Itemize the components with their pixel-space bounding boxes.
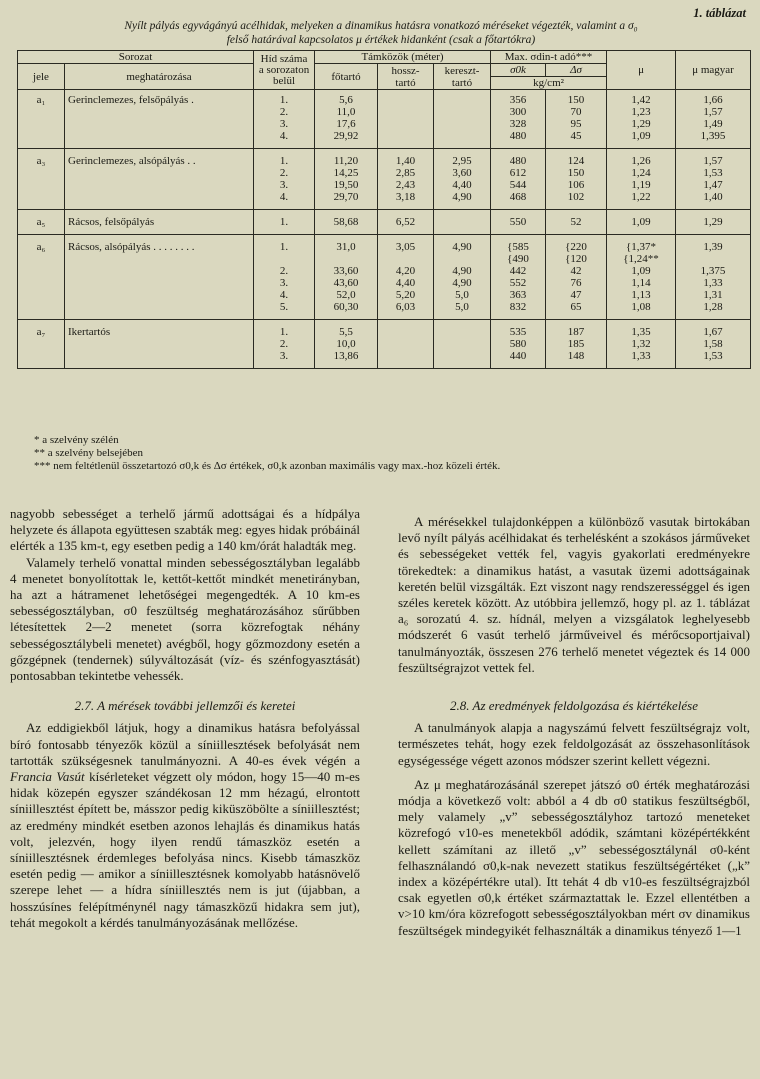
cell-kereszt: [434, 320, 491, 369]
cell-value: [437, 106, 487, 118]
cell-value: [437, 326, 487, 338]
cell-value: 124: [567, 155, 585, 167]
series-code: a₃: [18, 149, 65, 210]
cell-value: [381, 106, 430, 118]
cell-value: 1,57: [703, 155, 723, 167]
cell-value: [257, 253, 311, 265]
cell-value: 1,09: [631, 216, 651, 228]
cell-value: 1,58: [703, 338, 723, 350]
cell-value: 300: [509, 106, 527, 118]
cell-value: 468: [509, 191, 527, 203]
cell-value: 2.: [279, 106, 289, 118]
cell-mu: [607, 90, 676, 149]
cell-value: 19,50: [333, 179, 359, 191]
cell-value: 14,25: [333, 167, 359, 179]
table-notes: [34, 434, 500, 473]
cell-hossz: [378, 149, 434, 210]
cell-value: 4,40: [452, 179, 472, 191]
cell-value: 5.: [279, 301, 289, 313]
cell-value: 70: [570, 106, 582, 118]
section-heading-2-7: 2.7. A mérések további jellemzői és keretei: [74, 698, 296, 714]
cell-value: 76: [570, 277, 582, 289]
cell-mu: [607, 210, 676, 235]
cell-delta: [546, 210, 607, 235]
cell-value: 1,39: [703, 241, 723, 253]
cell-value: 3,05: [395, 241, 416, 253]
cell-mu: [607, 149, 676, 210]
cell-value: 95: [570, 118, 582, 130]
note-1: * a szelvény szélén: [34, 434, 119, 446]
left-paragraph-1: nagyobb sebességet a terhelő jármű adottságai és a hídpálya helyzete és állapota együttesen szabták meg: egyes hidak próbáinál elérték a 135 km-t, egy esetben pedig a 140 km/órát haladták meg.: [10, 506, 360, 554]
cell-value: [381, 338, 430, 350]
cell-value: 1,19: [631, 179, 651, 191]
cell-value: 5,0: [455, 301, 469, 313]
cell-value: 4.: [279, 130, 289, 142]
cell-value: 106: [567, 179, 585, 191]
cell-fotarto: [315, 149, 378, 210]
cell-value: 4.: [279, 191, 289, 203]
cell-value: 3.: [279, 179, 289, 191]
series-code: a₅: [18, 210, 65, 235]
header-meghatarozasa: meghatározása: [65, 64, 254, 90]
cell-value: 1,47: [703, 179, 723, 191]
note-2: ** a szelvény belsejében: [34, 447, 144, 459]
cell-value: 442: [509, 265, 527, 277]
cell-value: 356: [509, 94, 527, 106]
table-caption: Nyílt pályás egyvágányú acélhidak, melyeken a dinamikus hatásra vonatkozó méréseket végezték, valamint a σ₀ felső határával kapcsolatos μ értékek hidanként (csak a főtartókra): [124, 20, 638, 46]
cell-value: 5,6: [339, 94, 353, 106]
cell-value: {220: [565, 241, 587, 253]
right-column: [398, 506, 750, 939]
cell-value: 45: [570, 130, 582, 142]
right-paragraph-1: A mérésekkel tulajdonképpen a különböző vasutak birtokában levő nyílt pályás acélhidakat és terhelésként a szokásos járműveket és sebességeket vették fel, vagyis gyakorlati eredményekre törekedtek: a dinamikus hatást, a vasutak üzemi adottságainak keretén belül vizsgálták. Ezt viszont nagy rendszerességgel és igen széles keretek között. Az utóbbira jellemző, hogy pl. az 1. táblázat a₆ sorozatú 4. sz. hídnál, melyen a vizsgálatok leghelyesebb módszerét 6 vasút terhelő járműveivel és mérőcsoportjaival) tanulmányozták, összesen 276 terhelő menetet végeztek és 14 000 feszültségrajzot vettek fel.: [398, 514, 750, 675]
cell-hid: [254, 235, 315, 320]
cell-value: [381, 253, 430, 265]
right-paragraph-3: Az μ meghatározásánál szerepet játszó σ0 érték meghatározási módja a következő volt: abból a 4 db σ0 statikus feszültségből, mely valamely „v” sebességosztályhoz tartozó meneteket közrefogó v10-es menetekből adódik, számtani középértékként kellett számítani az illető „v” sebességosztálynál σ0-ként felhasználandó σ0,k-nak nevezett statikus feszültségértéket („k” index a középértékre utal). Itt tehát 4 db v10-es feszültségrajzból csak egyetlen σ0,k értéket származtattak le. Ezzel ellentétben a v>10 km/óra közrefogott sebességosztályokban mért σv dinamikus feszültségek mindegyikét felhasználták a dinamikus tényező 1—1: [398, 776, 750, 938]
cell-fotarto: [315, 235, 378, 320]
table-row: [18, 210, 751, 235]
cell-value: 480: [509, 155, 527, 167]
cell-value: 1,49: [703, 118, 723, 130]
cell-value: 4,90: [452, 191, 472, 203]
cell-hid: [254, 320, 315, 369]
cell-value: 1,14: [631, 277, 651, 289]
series-description: Gerinclemezes, felsőpályás .: [65, 90, 254, 149]
header-max: Max. σdin-t adó***: [491, 51, 607, 64]
cell-value: 2.: [279, 338, 289, 350]
cell-sigma: [491, 320, 546, 369]
table-row: [18, 320, 751, 369]
header-hosszt: hossz- tartó: [378, 64, 434, 90]
cell-value: 1,08: [631, 301, 651, 313]
cell-value: 4,40: [395, 277, 416, 289]
cell-value: 5,20: [395, 289, 416, 301]
cell-value: 1.: [279, 241, 289, 253]
header-unit: kg/cm²: [491, 77, 607, 90]
section-heading-2-8: 2.8. Az eredmények feldolgozása és kiértékelése: [450, 698, 698, 714]
cell-value: 42: [570, 265, 582, 277]
cell-kereszt: [434, 90, 491, 149]
cell-hid: [254, 149, 315, 210]
cell-magyar: [676, 210, 751, 235]
cell-value: 3,18: [395, 191, 416, 203]
cell-value: {1,37*: [626, 241, 657, 253]
cell-value: 1,57: [703, 106, 723, 118]
cell-value: [437, 338, 487, 350]
cell-value: 1,40: [703, 191, 723, 203]
cell-value: [381, 118, 430, 130]
series-code: a₇: [18, 320, 65, 369]
header-tamkozok: Támközök (méter): [315, 51, 491, 64]
cell-value: [381, 130, 430, 142]
cell-value: 11,20: [333, 155, 359, 167]
cell-hossz: [378, 90, 434, 149]
data-table: [17, 50, 751, 369]
series-description: Rácsos, alsópályás . . . . . . . .: [65, 235, 254, 320]
header-delta: Δσ: [546, 64, 607, 77]
cell-kereszt: [434, 149, 491, 210]
cell-value: 150: [567, 94, 585, 106]
cell-value: [318, 253, 374, 265]
left-paragraph-2: Valamely terhelő vonattal minden sebességosztályban legalább 4 menetet bonyolítottak le, kettőt-kettőt mindkét menetirányban, ha azt a hátramenet lehetőségei megengedték. A 10 km-es sebességosztályban, σ0 feszültség meghatározásához sűrűbben létesítettek 2—2 menetet (sorra közrefogtak néhány sebességosztálybeli menetet) avégből, hogy gőzmozdony esetén a gőzgépnek (tendernek) súlyváltozását (víz- és szénfogyasztását) pontosabban tekintetbe vehessék.: [10, 554, 360, 684]
cell-value: 550: [509, 216, 527, 228]
table-number: 1. táblázat: [693, 6, 746, 20]
cell-value: 58,68: [333, 216, 359, 228]
cell-hossz: [378, 210, 434, 235]
header-sigma: σ0k: [491, 64, 546, 77]
series-code: a₁: [18, 90, 65, 149]
cell-value: 2,43: [395, 179, 416, 191]
cell-value: 102: [567, 191, 585, 203]
table-row: [18, 149, 751, 210]
cell-delta: [546, 235, 607, 320]
cell-value: 150: [567, 167, 585, 179]
cell-value: 612: [509, 167, 527, 179]
cell-fotarto: [315, 90, 378, 149]
cell-value: 440: [509, 350, 527, 362]
cell-value: 3.: [279, 118, 289, 130]
cell-value: 187: [567, 326, 585, 338]
cell-value: [381, 326, 430, 338]
cell-value: 1.: [279, 155, 289, 167]
cell-value: 31,0: [336, 241, 356, 253]
cell-value: 544: [509, 179, 527, 191]
cell-value: {490: [507, 253, 529, 265]
left-paragraph-3: Az eddigiekből látjuk, hogy a dinamikus hatásra befolyással bíró fontosabb tényezők közül a síniillesztések befolyását nem tartották szükségesnek tanulmányozni. A 40-es évek végén a Francia Vasút kísérleteket végzett oly módon, hogy 15—40 m-es hidak közepén egyszer szándékosan 12 mm hézagú, elrontott síniillesztést épített be, másszor pedig kiküszöbölte a síniillesztést; az eredmény mindkét esetben azonos lehajlás és dinamikus hatás volt, jelezvén, hogy ilyen rendű támaszköz esetén a síniillesztésnek érdemleges befolyása nincs. Kisebb támaszköz esetén pedig — amikor a síniillesztésnek komolyabb hatásnövelő szerepe lehet — a hídra síniillesztés nem is jut (újabban, a hosszúsínes felépítménynél nagy támaszközű hidakra sem jut), tehát megokolt a kérdés tanulmányozásának mellőzése.: [10, 720, 360, 930]
header-fotarto: főtartó: [315, 64, 378, 90]
cell-value: 1,32: [631, 338, 651, 350]
series-description: Ikertartós: [65, 320, 254, 369]
cell-value: 552: [509, 277, 527, 289]
cell-magyar: [676, 320, 751, 369]
cell-value: 1,33: [703, 277, 723, 289]
left-column: [10, 506, 360, 931]
cell-magyar: [676, 235, 751, 320]
cell-value: {585: [507, 241, 529, 253]
cell-value: 4,20: [395, 265, 416, 277]
cell-hossz: [378, 320, 434, 369]
cell-value: 52: [570, 216, 582, 228]
cell-value: 4,90: [452, 265, 472, 277]
cell-value: 2.: [279, 167, 289, 179]
cell-fotarto: [315, 210, 378, 235]
cell-value: 11,0: [336, 106, 356, 118]
cell-value: 29,92: [333, 130, 359, 142]
cell-value: 4,90: [452, 241, 472, 253]
cell-value: 1,23: [631, 106, 651, 118]
cell-hid: [254, 90, 315, 149]
cell-value: 13,86: [333, 350, 359, 362]
right-paragraph-2: A tanulmányok alapja a nagyszámú felvett feszültségrajz volt, természetes tehát, hogy ezek feldolgozását az összehasonlítások egységessége végett azonos módszer szerint kellett végezni.: [398, 720, 750, 768]
header-sorozat: Sorozat: [18, 51, 254, 64]
cell-value: 5,5: [339, 326, 353, 338]
cell-value: 1,29: [631, 118, 651, 130]
cell-value: 2,85: [395, 167, 416, 179]
cell-value: 1,53: [703, 167, 723, 179]
cell-sigma: [491, 210, 546, 235]
table-body: [18, 90, 751, 369]
cell-value: 60,30: [333, 301, 359, 313]
series-description: Gerinclemezes, alsópályás . .: [65, 149, 254, 210]
table-row: [18, 235, 751, 320]
cell-value: {1,24**: [623, 253, 659, 265]
cell-value: 580: [509, 338, 527, 350]
cell-value: [437, 94, 487, 106]
cell-value: 2,95: [452, 155, 472, 167]
cell-magyar: [676, 90, 751, 149]
cell-value: [437, 350, 487, 362]
cell-value: 17,6: [336, 118, 356, 130]
cell-value: 5,0: [455, 289, 469, 301]
cell-value: 6,52: [395, 216, 416, 228]
cell-delta: [546, 90, 607, 149]
cell-value: 1,28: [703, 301, 723, 313]
cell-value: 1,40: [395, 155, 416, 167]
cell-value: 1,42: [631, 94, 651, 106]
cell-value: 10,0: [336, 338, 356, 350]
cell-value: 1.: [279, 94, 289, 106]
cell-value: 1,13: [631, 289, 651, 301]
cell-value: [381, 350, 430, 362]
cell-value: 6,03: [395, 301, 416, 313]
cell-value: 1,35: [631, 326, 651, 338]
cell-value: 3.: [279, 350, 289, 362]
cell-value: 148: [567, 350, 585, 362]
cell-value: 1,395: [700, 130, 726, 142]
cell-value: 1,375: [700, 265, 726, 277]
cell-hossz: [378, 235, 434, 320]
cell-mu: [607, 235, 676, 320]
cell-kereszt: [434, 210, 491, 235]
cell-value: 1,53: [703, 350, 723, 362]
cell-value: 1,09: [631, 265, 651, 277]
cell-value: 328: [509, 118, 527, 130]
cell-delta: [546, 149, 607, 210]
cell-value: 535: [509, 326, 527, 338]
cell-value: 1.: [279, 216, 289, 228]
header-keresztt: kereszt- tartó: [434, 64, 491, 90]
cell-magyar: [676, 149, 751, 210]
cell-sigma: [491, 90, 546, 149]
cell-value: 1.: [279, 326, 289, 338]
header-jele: jele: [18, 64, 65, 90]
cell-value: 480: [509, 130, 527, 142]
cell-value: [437, 216, 487, 228]
cell-value: {120: [565, 253, 587, 265]
cell-sigma: [491, 235, 546, 320]
cell-value: [437, 130, 487, 142]
table-row: [18, 90, 751, 149]
cell-value: 185: [567, 338, 585, 350]
cell-value: 1,33: [631, 350, 651, 362]
cell-value: 363: [509, 289, 527, 301]
header-mu-magyar: μ magyar: [676, 51, 751, 90]
cell-value: 1,09: [631, 130, 651, 142]
cell-value: 3.: [279, 277, 289, 289]
cell-value: 1,31: [703, 289, 723, 301]
cell-value: 1,67: [703, 326, 723, 338]
cell-value: [679, 253, 747, 265]
header-mu: μ: [607, 51, 676, 90]
cell-value: 47: [570, 289, 582, 301]
cell-mu: [607, 320, 676, 369]
cell-kereszt: [434, 235, 491, 320]
cell-value: [437, 253, 487, 265]
cell-value: 1,66: [703, 94, 723, 106]
cell-value: 2.: [279, 265, 289, 277]
cell-fotarto: [315, 320, 378, 369]
note-3: *** nem feltétlenül összetartozó σ0,k és Δσ értékek, σ0,k azonban maximális vagy max.-hoz közeli érték.: [34, 460, 501, 472]
cell-value: 52,0: [336, 289, 356, 301]
series-code: a₆: [18, 235, 65, 320]
cell-value: 4.: [279, 289, 289, 301]
cell-hid: [254, 210, 315, 235]
cell-value: 43,60: [333, 277, 359, 289]
cell-delta: [546, 320, 607, 369]
cell-value: 1,24: [631, 167, 651, 179]
cell-value: 65: [570, 301, 582, 313]
cell-value: 832: [509, 301, 527, 313]
cell-value: 29,70: [333, 191, 359, 203]
cell-value: [437, 118, 487, 130]
cell-value: [381, 94, 430, 106]
header-hid: Híd száma a sorozaton belül: [254, 51, 315, 90]
cell-sigma: [491, 149, 546, 210]
cell-value: 1,29: [703, 216, 723, 228]
cell-value: 3,60: [452, 167, 472, 179]
cell-value: 33,60: [333, 265, 359, 277]
series-description: Rácsos, felsőpályás: [65, 210, 254, 235]
cell-value: 1,22: [631, 191, 651, 203]
cell-value: 1,26: [631, 155, 651, 167]
cell-value: 4,90: [452, 277, 472, 289]
